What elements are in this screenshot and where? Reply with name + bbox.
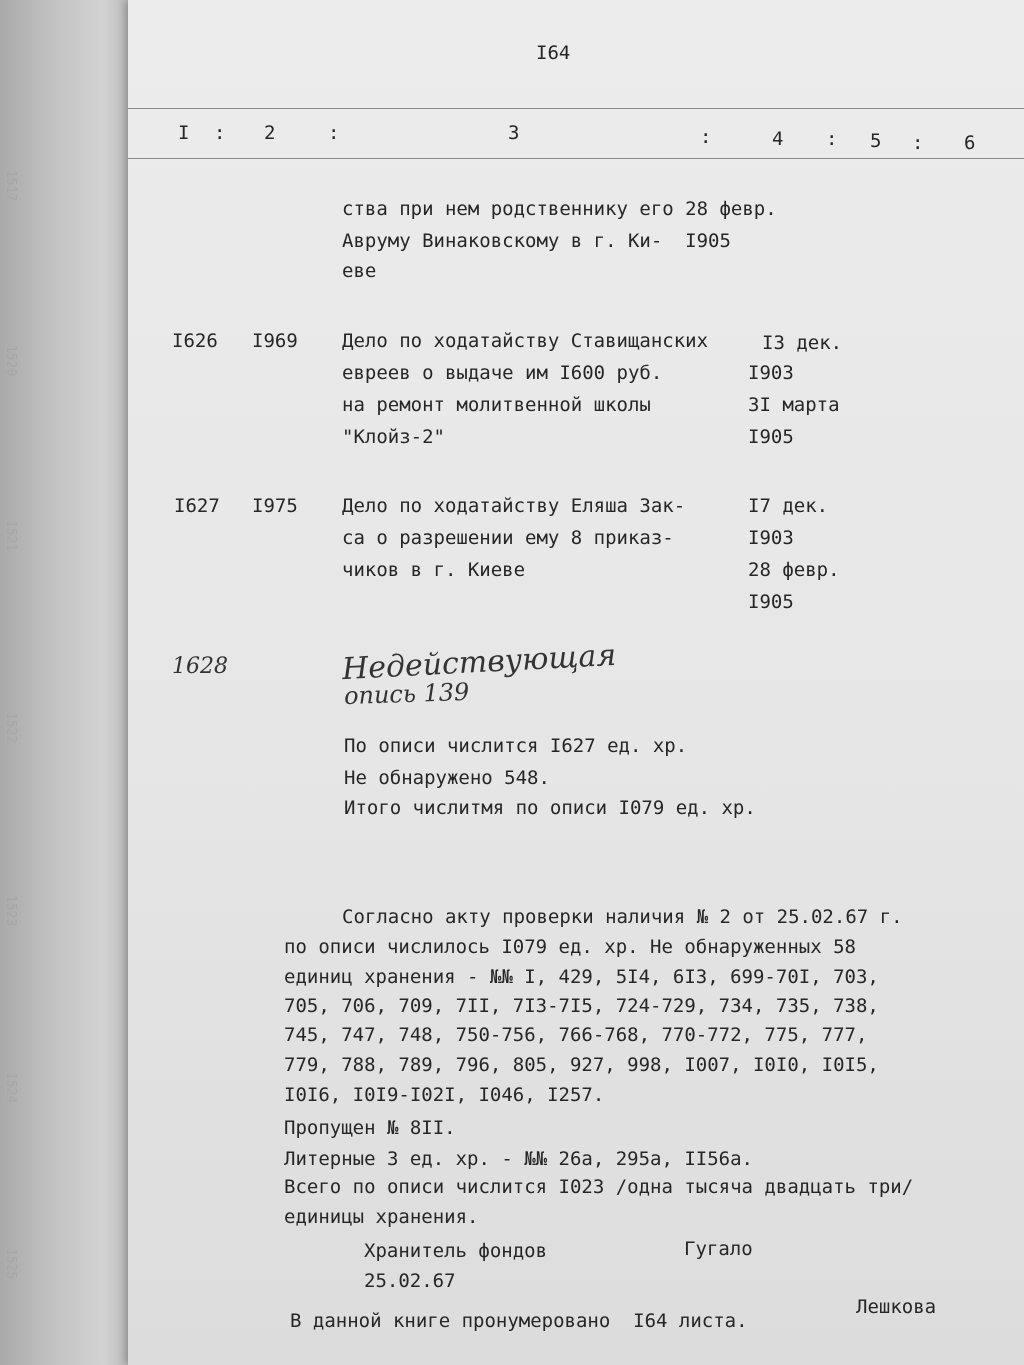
handwritten-number: 1628 (172, 654, 228, 679)
act-line: Всего по описи числится I023 /одна тысяча двадцать три/ (284, 1176, 914, 1198)
column-separator: : (328, 122, 340, 144)
header-rule-bottom (128, 158, 1024, 159)
entry-text-line: Дело по ходатайству Ставищанских (342, 330, 709, 352)
previous-page-edge (0, 0, 128, 1365)
act-line: Литерные 3 ед. хр. - №№ 26а, 295а, II56а. (284, 1148, 753, 1170)
column-separator: : (214, 122, 226, 144)
act-line: I0I6, I0I9-I02I, I046, I257. (284, 1084, 605, 1106)
entry-text-line: Авруму Винаковскому в г. Ки- I905 (342, 230, 731, 252)
act-line: 779, 788, 789, 796, 805, 927, 998, I007, I0I0, I0I5, (284, 1054, 879, 1076)
entry-date: I903 (748, 362, 794, 384)
entry-date: 28 февр. (748, 559, 840, 581)
column-label: 2 (264, 122, 276, 144)
summary-line: По описи числится I627 ед. хр. (344, 735, 688, 757)
entry-number: I626 (172, 330, 218, 352)
signature-role: Хранитель фондов (364, 1240, 548, 1262)
act-line: единицы хранения. (284, 1206, 479, 1228)
act-line: Пропущен № 8II. (284, 1117, 456, 1139)
entry-text-line: на ремонт молитвенной школы (342, 394, 651, 416)
margin-number: 1525 (3, 1248, 18, 1280)
column-label: 4 (772, 128, 784, 150)
page-number: I64 (536, 42, 571, 64)
act-line: 745, 747, 748, 750-756, 766-768, 770-772, 775, 777, (284, 1024, 868, 1046)
entry-text-line: евреев о выдаче им I600 руб. (342, 362, 663, 384)
signature-name: Гугало (684, 1238, 753, 1260)
entry-date: I3 дек. (762, 332, 843, 354)
entry-text-line: чиков в г. Киеве (342, 559, 526, 581)
handwritten-inventory: опись 139 (343, 677, 470, 711)
act-line: Согласно акту проверки наличия № 2 от 25.02.67 г. (342, 906, 903, 928)
summary-line: Итого числитмя по описи I079 ед. хр. (344, 797, 756, 819)
summary-line: Не обнаружено 548. (344, 767, 550, 789)
entry-text-line: ства при нем родственнику его 28 февр. (342, 198, 777, 220)
margin-number: 1524 (3, 1072, 18, 1104)
entry-number: I627 (174, 495, 220, 517)
entry-text-line: са о разрешении ему 8 приказ- (342, 527, 674, 549)
act-line: единиц хранения - №№ I, 429, 5I4, 6I3, 699-70I, 703, (284, 966, 879, 988)
column-label: 6 (964, 132, 976, 154)
footer-text: В данной книге пронумеровано I64 листа. (290, 1310, 748, 1332)
column-separator: : (700, 126, 712, 148)
entry-date: I903 (748, 527, 794, 549)
margin-number: 1522 (3, 712, 18, 744)
margin-number: 1517 (3, 170, 18, 202)
entry-date: I905 (748, 591, 794, 613)
entry-date: 3I марта (748, 394, 840, 416)
entry-old-number: I975 (252, 495, 298, 517)
signature-date: 25.02.67 (364, 1270, 456, 1292)
header-rule-top (128, 108, 1024, 109)
entry-old-number: I969 (252, 330, 298, 352)
column-separator: : (912, 132, 924, 154)
margin-number: 1523 (3, 895, 18, 927)
entry-date: I905 (748, 426, 794, 448)
footer-name: Лешкова (856, 1296, 937, 1318)
handwritten-status: Недействующая (341, 637, 618, 688)
margin-number: 1520 (3, 345, 18, 377)
column-label: 5 (870, 130, 882, 152)
column-separator: : (826, 128, 838, 150)
entry-text-line: Дело по ходатайству Еляша Зак- (342, 495, 686, 517)
entry-text-line: еве (342, 260, 377, 282)
document-page (128, 0, 1024, 1365)
entry-text-line: "Клойз-2" (342, 426, 445, 448)
act-line: 705, 706, 709, 7II, 7I3-7I5, 724-729, 734, 735, 738, (284, 995, 879, 1017)
column-label: 3 (508, 122, 520, 144)
act-line: по описи числилось I079 ед. хр. Не обнаруженных 58 (284, 936, 856, 958)
margin-number: 1521 (3, 520, 18, 552)
column-label: I (178, 122, 190, 144)
entry-date: I7 дек. (748, 495, 829, 517)
